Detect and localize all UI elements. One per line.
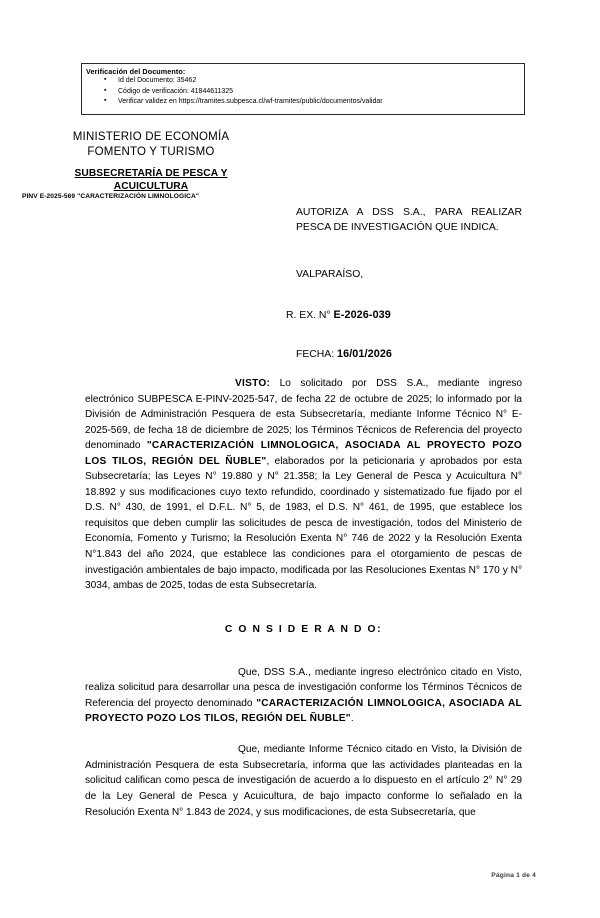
list-item: ▪ Id del Documento: 35462 [82, 76, 524, 87]
resolution-number-line [286, 309, 391, 321]
visto-text-part-1: Lo solicitado por DSS S.A., mediante ingreso electrónico SUBPESCA E-PINV-2025-547, de fecha 22 de octubre de 2025; lo informado por la División de Administración Pesquera de esta Subsecretaría, mediante Informe Técnico N° E-2025-569, de fecha 18 de diciembre de 2025; los Términos Técnicos de Referencia del proyecto denominado [85, 378, 522, 452]
verification-box [81, 63, 525, 115]
letterhead-block [26, 130, 276, 193]
subsecretaria-line-2: ACUICULTURA [113, 181, 189, 192]
verification-item-list [82, 76, 524, 108]
project-title-visto: "CARACTERIZACIÓN LIMNOLOGICA, ASOCIADA AL PROYECTO POZO LOS TILOS, REGIÓN DEL ÑUBLE" [85, 440, 522, 467]
date-line [296, 348, 392, 360]
subsecretaria-name [26, 167, 276, 193]
verification-box-title: Verificación del Documento: [86, 67, 186, 76]
project-title-considerando: "CARACTERIZACIÓN LIMNOLOGICA, ASOCIADA AL PROYECTO POZO LOS TILOS, REGIÓN DEL ÑUBLE" [85, 697, 522, 725]
considerando-heading: C O N S I D E R A N D O: [224, 623, 383, 635]
resolution-number-value: E-2026-039 [333, 309, 391, 321]
page-footer: Página 1 de 4 [491, 872, 536, 879]
ministry-line-1: MINISTERIO DE ECONOMÍA [72, 131, 230, 143]
resolution-subject: AUTORIZA A DSS S.A., PARA REALIZAR PESCA DE INVESTIGACIÓN QUE INDICA. [296, 207, 522, 234]
considerando-1-text-part-1: Que, DSS S.A., mediante ingreso electrónico citado en Visto, realiza solicitud para desarrollar una pesca de investigación conforme los Términos Técnicos de Referencia del proyecto denominado [85, 666, 522, 709]
document-body [85, 376, 522, 820]
city-line: VALPARAÍSO, [296, 269, 364, 280]
list-item: ▪ Verificar validez en https://tramites.subpesca.cl/wf-tramites/public/documentos/validar [82, 97, 524, 108]
considerando-1-text-part-2: . [350, 713, 354, 725]
list-item: ▪ Código de verificación: 41844611325 [82, 87, 524, 98]
subsecretaria-line-1: SUBSECRETARÍA DE PESCA Y [74, 168, 228, 179]
considerando-2-text: Que, mediante Informe Técnico citado en Visto, la División de Administración Pesquera de esta Subsecretaría, informa que las actividades planteadas en la solicitud califican como pesca de investigación de acuerdo a lo dispuesto en el artículo 2° N° 29 de la Ley General de Pesca y Acuicultura, de bajo impacto conforme lo señalado en la Resolución Exenta N° 1.843 de 2024, y sus modificaciones, de esta Subsecretaría, que [85, 744, 522, 818]
date-value: 16/01/2026 [337, 348, 393, 360]
visto-label: VISTO: [235, 378, 271, 389]
date-label: FECHA: [296, 349, 335, 360]
resolution-subject-block [296, 205, 522, 236]
project-reference-label: PINV E-2025-569 "CARACTERIZACIÓN LIMNOLOGICA" [22, 193, 200, 200]
resolution-number-label: R. EX. N° [286, 310, 331, 321]
ministry-line-2: FOMENTO Y TURISMO [87, 146, 215, 158]
considerando-paragraph-1 [85, 665, 522, 727]
visto-text-part-2: , elaborados por la peticionaria y aprobados por esta Subsecretaría; las Leyes N° 19.880 y N° 21.358; la Ley General de Pesca y Acuicultura N° 18.892 y sus modificaciones cuyo texto refundido, coordinado y sistematizado fue fijado por el D.S. N° 430, de 1991, el D.F.L. N° 5, de 1983, el D.S. N° 461, de 1995, que establece los requisitos que deben cumplir las solicitudes de pesca de investigación, todos del Ministerio de Economía, Fomento y Turismo; la Resolución Exenta N° 746 de 2022 y la Resolución Exenta N°1.843 del año 2024, que establece las condiciones para el otorgamiento de pescas de investigación ambientales de bajo impacto, modificada por las Resoluciones Exentas N° 170 y N° 3034, ambas de 2025, todas de esta Subsecretaría. [85, 455, 522, 592]
ministry-name [26, 130, 276, 160]
visto-paragraph [85, 376, 522, 594]
considerando-paragraph-2 [85, 742, 522, 820]
